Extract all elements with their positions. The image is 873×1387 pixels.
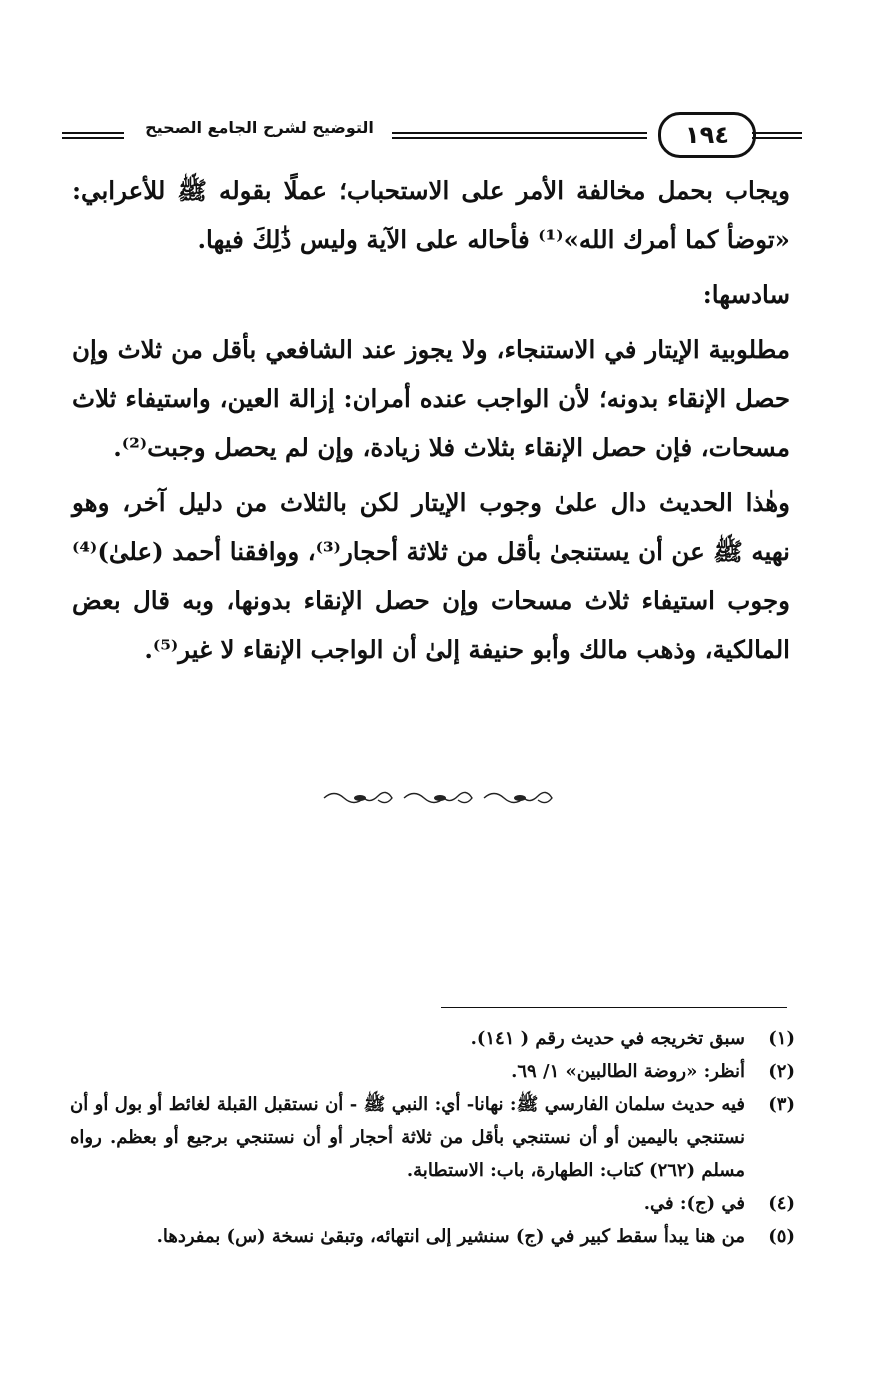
header-rule-left — [62, 132, 124, 139]
section-heading: سادسها: — [702, 280, 790, 309]
footnotes — [70, 1022, 795, 1253]
footnote-number: (١) — [768, 1028, 795, 1049]
main-text — [72, 166, 790, 680]
footnote-number: (٢) — [768, 1061, 795, 1082]
paragraph-1: ويجاب بحمل مخالفة الأمر على الاستحباب؛ عملًا بقوله ﷺ للأعرابي: «توضأ كما أمرك الله»⁽¹⁾ فأحاله على الآية وليس ذَٰلِكَ فيها. — [72, 176, 790, 254]
footnote-3 — [70, 1088, 795, 1187]
footnote-4 — [70, 1187, 795, 1220]
footnote-1 — [70, 1022, 795, 1055]
footnote-5 — [70, 1220, 795, 1253]
footnote-separator — [441, 1007, 787, 1008]
header-rule-middle — [392, 132, 647, 139]
paragraph-3: وهٰذا الحديث دال علىٰ وجوب الإيتار لكن بالثلاث من دليل آخر، وهو نهيه ﷺ عن أن يستنجىٰ بأقل من ثلاثة أحجار⁽³⁾، ووافقنا أحمد (علىٰ)⁽⁴⁾ وجوب استيفاء ثلاث مسحات وإن حصل الإنقاء بدونها، وبه قال بعض المالكية، وذهب مالك وأبو حنيفة إلىٰ أن الواجب الإنقاء لا غير⁽⁵⁾. — [72, 488, 790, 664]
section-divider-ornament — [316, 786, 556, 810]
footnote-number: (٥) — [768, 1226, 795, 1247]
footnote-text: أنظر: «روضة الطالبين» ١/ ٦٩. — [511, 1061, 745, 1082]
footnote-2 — [70, 1055, 795, 1088]
footnote-text: سبق تخريجه في حديث رقم ( ١٤١). — [470, 1028, 745, 1049]
running-header — [62, 112, 802, 162]
running-title: التوضيح لشرح الجامع الصحيح — [145, 118, 374, 137]
paragraph-2: مطلوبية الإيتار في الاستنجاء، ولا يجوز عند الشافعي بأقل من ثلاث وإن حصل الإنقاء بدونه؛ لأن الواجب عنده أمران: إزالة العين، واستيفاء ثلاث مسحات، فإن حصل الإنقاء بثلاث فلا زيادة، وإن لم يحصل وجبت⁽²⁾. — [72, 335, 790, 462]
footnote-number: (٤) — [768, 1193, 795, 1214]
footnote-number: (٣) — [768, 1094, 795, 1115]
header-rule-right — [752, 132, 802, 139]
page-number: ١٩٤ — [658, 112, 756, 158]
footnote-text: فيه حديث سلمان الفارسي ﷺ: نهانا- أي: النبي ﷺ - أن نستقبل القبلة لغائط أو بول أو أن نستنجي باليمين أو أن نستنجي بأقل من ثلاثة أحجار أو أن نستنجي برجيع أو بعظم. رواه مسلم (٢٦٢) كتاب: الطهارة، باب: الاستطابة. — [70, 1094, 745, 1181]
footnote-text: من هنا يبدأ سقط كبير في (ج) سنشير إلى انتهائه، وتبقىٰ نسخة (س) بمفردها. — [156, 1226, 745, 1247]
footnote-text: في (ج): في. — [643, 1193, 745, 1214]
